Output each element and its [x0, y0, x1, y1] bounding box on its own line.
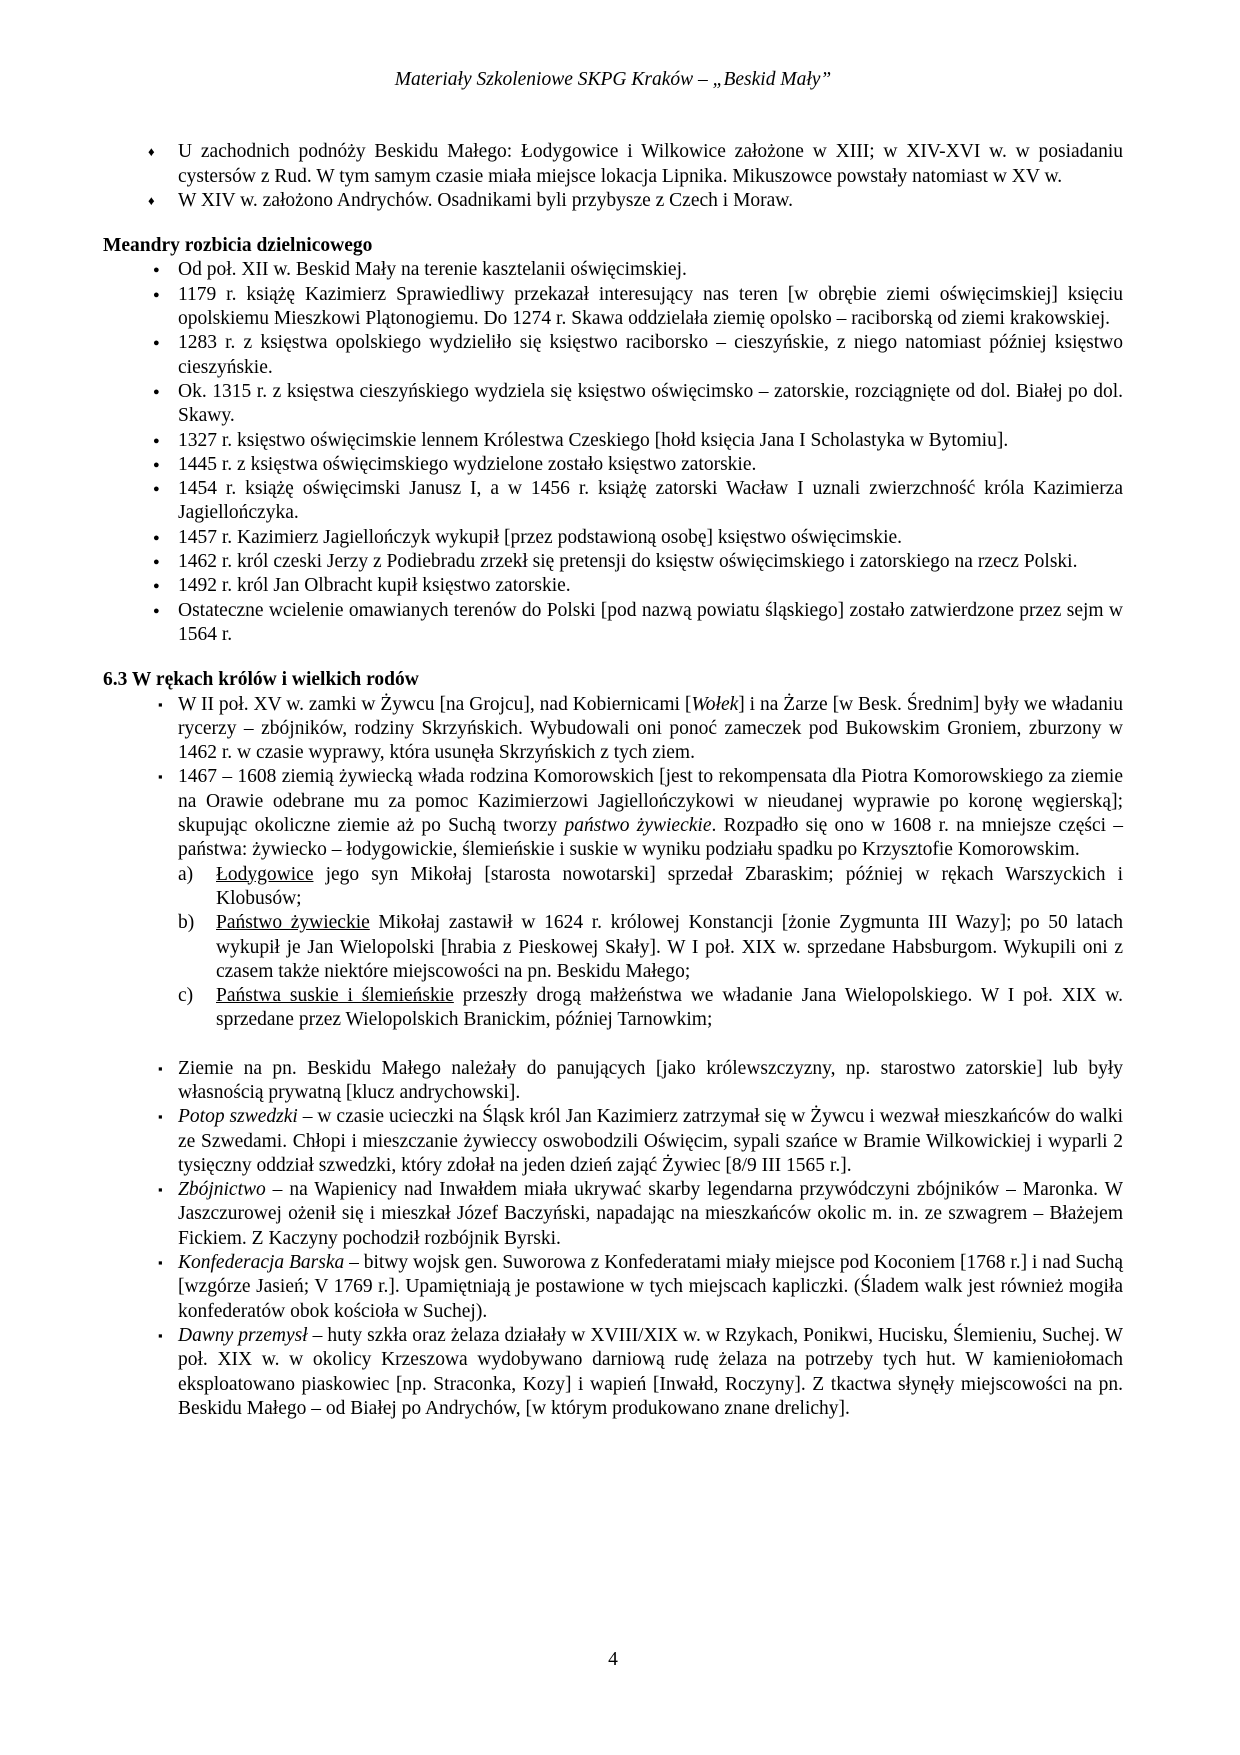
square-bullet-icon: ▪ — [158, 1182, 163, 1198]
list-item-text — [178, 259, 687, 280]
list-item-text — [178, 600, 1123, 645]
document-body — [103, 68, 1123, 1421]
list-item-text — [178, 478, 1123, 523]
page-header-title: Materiały Szkoleniowe SKPG Kraków – „Beskid Mały” — [394, 69, 832, 90]
list-item-text — [178, 284, 1123, 329]
list-item — [103, 429, 1123, 453]
sub-list-item — [103, 984, 1123, 1033]
disc-bullet-icon: ● — [153, 288, 160, 301]
bullet-list — [103, 693, 1123, 1422]
list-item — [103, 283, 1123, 332]
square-bullet-icon: ▪ — [158, 696, 163, 712]
text-run: Państwo żywieckie — [216, 912, 370, 934]
disc-bullet-icon: ● — [153, 264, 160, 277]
text-run: Mikołaj zastawił w 1624 r. królowej Konstancji [żonie Zygmunta III Wazy]; po 50 latach wykupił je Jan Wielopolski [hrabia z Pieskowej Skały]. W I poł. XIX w. sprzedane Habsburgom. Wykupili oni z czasem także niektóre miejscowości na pn. Beskidu Małego; — [216, 912, 1123, 982]
text-run: – bitwy wojsk gen. Suworowa z Konfederatami miały miejsce pod Koconiem [1768 r.] i nad Suchą [wzgórze Jasień; V 1769 r.]. Upamiętniają je postawione w tych miejscach kapliczki. (Śladem walk jest również mogiła konfederatów obok kościoła w Suchej). — [178, 1252, 1124, 1322]
list-item-text — [178, 332, 1123, 377]
disc-bullet-icon: ● — [153, 580, 160, 593]
text-run: 1462 r. król czeski Jerzy z Podiebradu zrzekł się pretensji do księstw oświęcimskiego i zatorskiego na rzecz Polski. — [178, 551, 1078, 573]
text-run: Zbójnictwo — [178, 1179, 266, 1201]
disc-bullet-icon: ● — [153, 531, 160, 544]
text-run: Dawny przemysł — [178, 1324, 308, 1346]
list-item-text — [178, 141, 1123, 186]
list-item-text — [178, 1106, 1123, 1176]
text-run: ] i na Żarze [w Besk. Średnim] były we władaniu rycerzy – zbójników, rodziny Skrzyńskich. Wybudowali oni ponoć zameczek pod Bukowskim Groniem, zburzony w 1462 r. w czasie wyprawy, która usunęła Skrzyńskich z tych ziem. — [178, 693, 1123, 764]
list-item — [103, 1324, 1123, 1421]
list-item — [103, 693, 1123, 766]
text-run: 1179 r. książę Kazimierz Sprawiedliwy przekazał interesujący nas teren [w obrębie ziemi oświęcimskiej] księciu opolskiemu Mieszkowi Plątonogiemu. Do 1274 r. Skawa oddzielała ziemię opolsko – raciborską od ziemi krakowskiej. — [178, 283, 1123, 330]
section-heading: Meandry rozbicia dzielnicowego — [103, 235, 373, 257]
list-item — [103, 526, 1123, 550]
list-item-text — [178, 1058, 1123, 1103]
list-item-text — [216, 985, 1123, 1030]
sub-list-item — [103, 911, 1123, 984]
list-item — [103, 1105, 1123, 1178]
text-run: przeszły drogą małżeństwa we władanie Jana Wielopolskiego. W I poł. XIX w. sprzedane przez Wielopolskich Branickim, później Tarnowkim; — [216, 985, 1123, 1031]
list-item — [103, 1057, 1123, 1106]
text-run: W XIV w. założono Andrychów. Osadnikami byli przybysze z Czech i Moraw. — [178, 189, 793, 211]
sub-item-label: b) — [178, 912, 195, 934]
list-item-text — [178, 1325, 1123, 1419]
text-run: Łodygowice — [216, 863, 314, 885]
text-run: Wołek — [691, 693, 739, 715]
text-run: Państwa suskie i ślemieńskie — [216, 985, 454, 1007]
text-run: 1457 r. Kazimierz Jagiellończyk wykupił [przez podstawioną osobę] księstwo oświęcimskie. — [178, 526, 903, 548]
disc-bullet-icon: ● — [153, 434, 160, 447]
list-item — [103, 258, 1123, 282]
disc-bullet-icon: ● — [153, 458, 160, 471]
list-item-text — [178, 430, 1008, 451]
list-item — [103, 140, 1123, 189]
text-run: jego syn Mikołaj [starosta nowotarski] sprzedał Zbaraskim; później w rękach Warszyckich i Klobusów; — [216, 863, 1123, 909]
list-item — [103, 453, 1123, 477]
square-bullet-icon: ▪ — [158, 1255, 163, 1271]
list-item-text — [178, 766, 1123, 860]
text-run: 1454 r. książę oświęcimski Janusz I, a w 1456 r. książę zatorski Wacław I uznali zwierzchność króla Kazimierza Jagiellończyka. — [178, 478, 1123, 524]
diamond-bullet-icon: ♦ — [148, 144, 155, 160]
square-bullet-icon: ▪ — [158, 769, 163, 785]
text-run: państwo żywieckie — [564, 815, 712, 837]
text-run: 1327 r. księstwo oświęcimskie lennem Królestwa Czeskiego [hołd księcia Jana I Scholastyka w Bytomiu]. — [178, 429, 1009, 451]
text-run: – huty szkła oraz żelaza działały w XVIII/XIX w. w Rzykach, Ponikwi, Hucisku, Ślemieniu, Suchej. W poł. XIX w. w okolicy Krzeszowa wydobywano darniową rudę żelaza na potrzeby tych hut. W kamieniołomach eksploatowano piaskowiec [np. Straconka, Kozy] i wapień [Inwałd, Roczyny]. Z tkactwa słynęły miejscowości na pn. Beskidu Małego – od Białej po Andrychów, [w którym produkowano znane drelichy]. — [178, 1324, 1123, 1419]
list-item-text — [178, 1179, 1123, 1249]
list-item — [103, 189, 1123, 213]
list-item-text — [216, 864, 1123, 909]
text-run: – w czasie ucieczki na Śląsk król Jan Kazimierz zatrzymał się w Żywcu i wezwał mieszkańców do walki ze Szwedami. Chłopi i mieszczanie żywieccy oswobodzili Oświęcim, sypali szańce w Bramie Wilkowickiej i wyparli 2 tysięczny oddział szwedzki, który zdołał na jeden dzień zająć Żywiec [8/9 III 1565 r.]. — [178, 1106, 1123, 1176]
list-item-text — [178, 551, 1077, 572]
text-run: Ziemie na pn. Beskidu Małego należały do panujących [jako królewszczyzny, np. starostwo zatorskie] lub były własnością prywatną [klucz andrychowski]. — [178, 1057, 1123, 1103]
square-bullet-icon: ▪ — [158, 1327, 163, 1343]
list-item-text — [178, 694, 1123, 764]
bullet-list — [103, 258, 1123, 647]
list-item-text — [178, 190, 793, 211]
text-run: Ostateczne wcielenie omawianych terenów do Polski [pod nazwą powiatu śląskiego] zostało zatwierdzone przez sejm w 1564 r. — [178, 599, 1123, 645]
square-bullet-icon: ▪ — [158, 1109, 163, 1125]
section-heading: 6.3 W rękach królów i wielkich rodów — [103, 669, 419, 691]
list-item-text — [178, 1252, 1123, 1322]
list-item-text — [178, 575, 571, 596]
list-item-text — [178, 381, 1123, 426]
list-item — [103, 599, 1123, 648]
text-run: 1492 r. król Jan Olbracht kupił księstwo zatorskie. — [178, 575, 571, 597]
text-run: . Rozpadło się ono w 1608 r. na mniejsze części – państwa: żywiecko – łodygowickie, ślemieńskie i suskie w wyniku podziału spadku po Krzysztofie Komorowskim. — [178, 815, 1124, 861]
list-item-text — [216, 912, 1123, 982]
square-bullet-icon: ▪ — [158, 1060, 163, 1076]
text-run: Konfederacja Barska — [178, 1252, 345, 1274]
list-item — [103, 765, 1123, 862]
sub-item-label: a) — [178, 863, 194, 885]
list-item — [103, 477, 1123, 526]
list-item — [103, 1251, 1123, 1324]
text-run: – na Wapienicy nad Inwałdem miała ukrywać skarby legendarna przywódczyni zbójników – Maronka. W Jaszczurowej ożenił się i mieszkał Józef Baczyński, napadając na mieszkańców okolic m. in. ze szwagrem – Błażejem Fickiem. Z Kaczyny pochodził rozbójnik Byrski. — [178, 1179, 1123, 1249]
text-run: Ok. 1315 r. z księstwa cieszyńskiego wydziela się księstwo oświęcimsko – zatorskie, rozciągnięte od dol. Białej po dol. Skawy. — [178, 380, 1123, 427]
text-run: W II poł. XV w. zamki w Żywcu [na Grojcu], nad Kobiernicami [ — [178, 693, 692, 715]
disc-bullet-icon: ● — [153, 604, 160, 617]
list-item-text — [178, 527, 902, 548]
sub-item-label: c) — [178, 985, 194, 1007]
disc-bullet-icon: ● — [153, 337, 160, 350]
disc-bullet-icon: ● — [153, 556, 160, 569]
disc-bullet-icon: ● — [153, 483, 160, 496]
list-item-text — [178, 454, 756, 475]
text-run: U zachodnich podnóży Beskidu Małego: Łodygowice i Wilkowice założone w XIII; w XIV-XVI w. w posiadaniu cystersów z Rud. W tym samym czasie miała miejsce lokacja Lipnika. Mikuszowce powstały natomiast w XV w. — [178, 141, 1123, 187]
text-run: Potop szwedzki — [178, 1106, 298, 1128]
list-item — [103, 550, 1123, 574]
sub-list-item — [103, 863, 1123, 912]
text-run: 1467 – 1608 ziemią żywiecką włada rodzina Komorowskich [jest to rekompensata dla Piotra Komorowskiego za ziemie na Orawie odebrane mu za pomoc Kazimierzowi Jagiellończykowi w nieudanej wyprawie po koronę węgierską]; skupując okoliczne ziemie aż po Suchą tworzy — [178, 766, 1123, 837]
page-number: 4 — [608, 1649, 618, 1670]
text-run: 1445 r. z księstwa oświęcimskiego wydzielone zostało księstwo zatorskie. — [178, 453, 757, 475]
list-item — [103, 574, 1123, 598]
bullet-list — [103, 140, 1123, 213]
text-run: 1283 r. z księstwa opolskiego wydzieliło się księstwo raciborsko – cieszyńskie, z niego natomiast później księstwo cieszyńskie. — [178, 332, 1123, 378]
list-item — [103, 1178, 1123, 1251]
list-item — [103, 380, 1123, 429]
diamond-bullet-icon: ♦ — [148, 192, 155, 208]
list-item — [103, 331, 1123, 380]
disc-bullet-icon: ● — [153, 385, 160, 398]
text-run: Od poł. XII w. Beskid Mały na terenie kasztelanii oświęcimskiej. — [178, 259, 687, 281]
